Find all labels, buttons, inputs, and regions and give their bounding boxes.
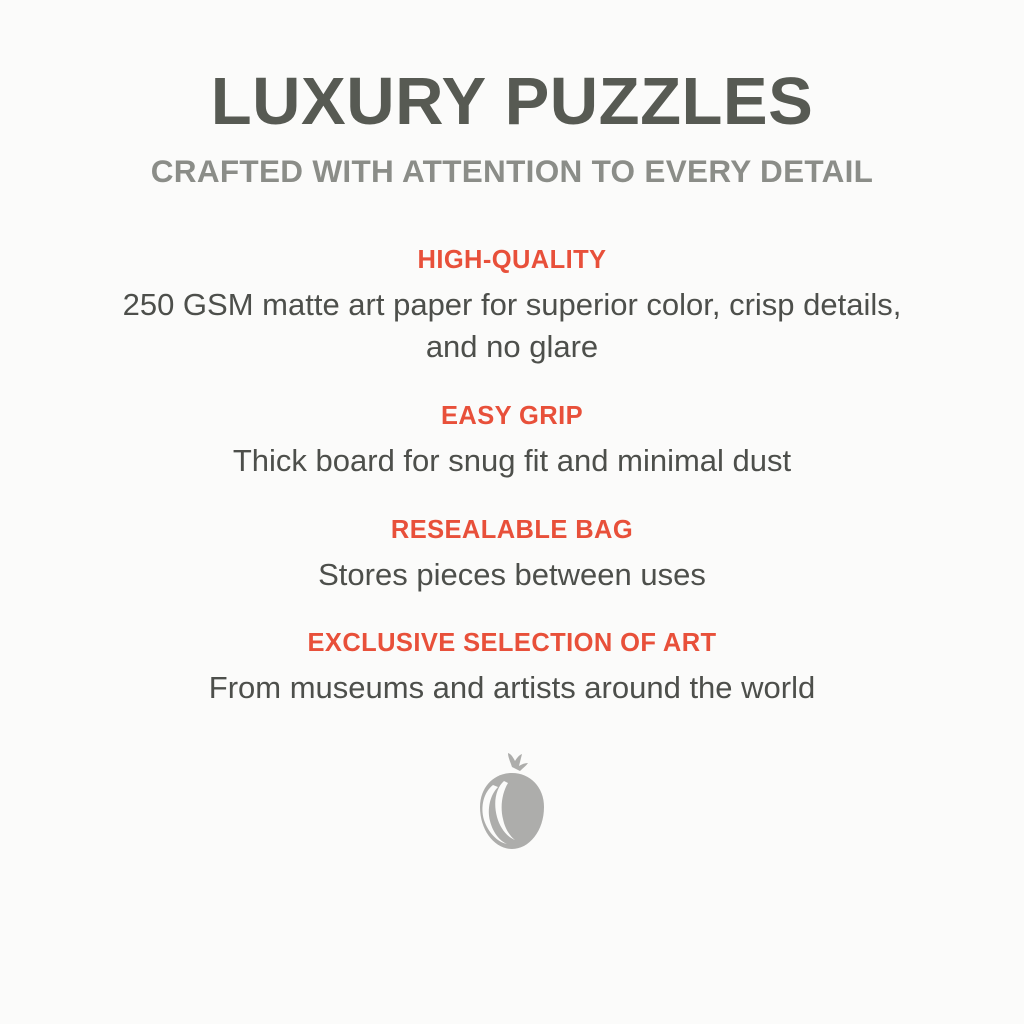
feature-description: From museums and artists around the world [208,670,816,706]
feature-description: 250 GSM matte art paper for superior color, crisp details, and no glare [122,287,902,364]
feature-list [0,246,1024,709]
page-title: LUXURY PUZZLES [210,64,814,139]
list-item [0,516,1024,596]
list-item [0,629,1024,709]
feature-title: RESEALABLE BAG [390,515,634,544]
pomegranate-icon [462,749,562,859]
list-item [0,246,1024,368]
page-subtitle: CRAFTED WITH ATTENTION TO EVERY DETAIL [150,153,874,189]
brand-logo [462,749,562,859]
feature-description: Thick board for snug fit and minimal dust [232,442,792,478]
feature-title: HIGH-QUALITY [417,246,607,274]
feature-description: Stores pieces between uses [318,556,706,592]
list-item [0,402,1024,482]
feature-title: EXCLUSIVE SELECTION OF ART [307,629,717,658]
feature-title: EASY GRIP [440,401,583,430]
